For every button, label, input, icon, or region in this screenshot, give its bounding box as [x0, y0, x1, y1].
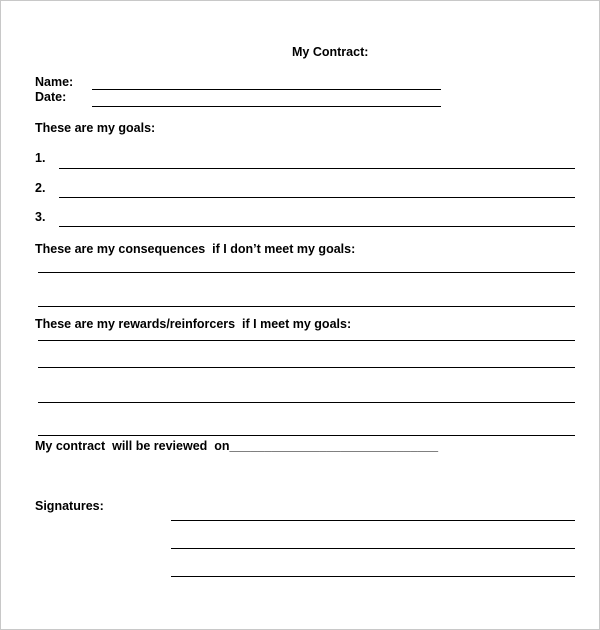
- signature-line-2[interactable]: [171, 548, 575, 549]
- consequence-line-1[interactable]: [38, 272, 575, 273]
- review-label: My contract will be reviewed on: [35, 439, 230, 453]
- review-date-blank[interactable]: ______________________________: [229, 439, 439, 453]
- goal-number-3: 3.: [35, 210, 46, 224]
- goal-line-2[interactable]: [59, 197, 575, 198]
- consequences-heading: These are my consequences if I don’t meet my goals:: [35, 242, 356, 256]
- name-field-line[interactable]: [92, 89, 441, 90]
- rewards-heading: These are my rewards/reinforcers if I meet my goals:: [35, 317, 352, 331]
- signature-line-3[interactable]: [171, 576, 575, 577]
- reward-line-2[interactable]: [38, 367, 575, 368]
- consequence-line-2[interactable]: [38, 306, 575, 307]
- goal-line-3[interactable]: [59, 226, 575, 227]
- reward-line-3[interactable]: [38, 402, 575, 403]
- date-label: Date:: [35, 90, 67, 104]
- name-label: Name:: [35, 75, 74, 89]
- date-field-line[interactable]: [92, 106, 441, 107]
- signature-line-1[interactable]: [171, 520, 575, 521]
- goal-number-1: 1.: [35, 151, 46, 165]
- goal-number-2: 2.: [35, 181, 46, 195]
- reward-line-4[interactable]: [38, 435, 575, 436]
- goals-heading: These are my goals:: [35, 121, 156, 135]
- page-title: My Contract:: [292, 45, 369, 59]
- goal-line-1[interactable]: [59, 168, 575, 169]
- reward-line-1[interactable]: [38, 340, 575, 341]
- review-text: [35, 439, 438, 454]
- signatures-label: Signatures:: [35, 499, 104, 513]
